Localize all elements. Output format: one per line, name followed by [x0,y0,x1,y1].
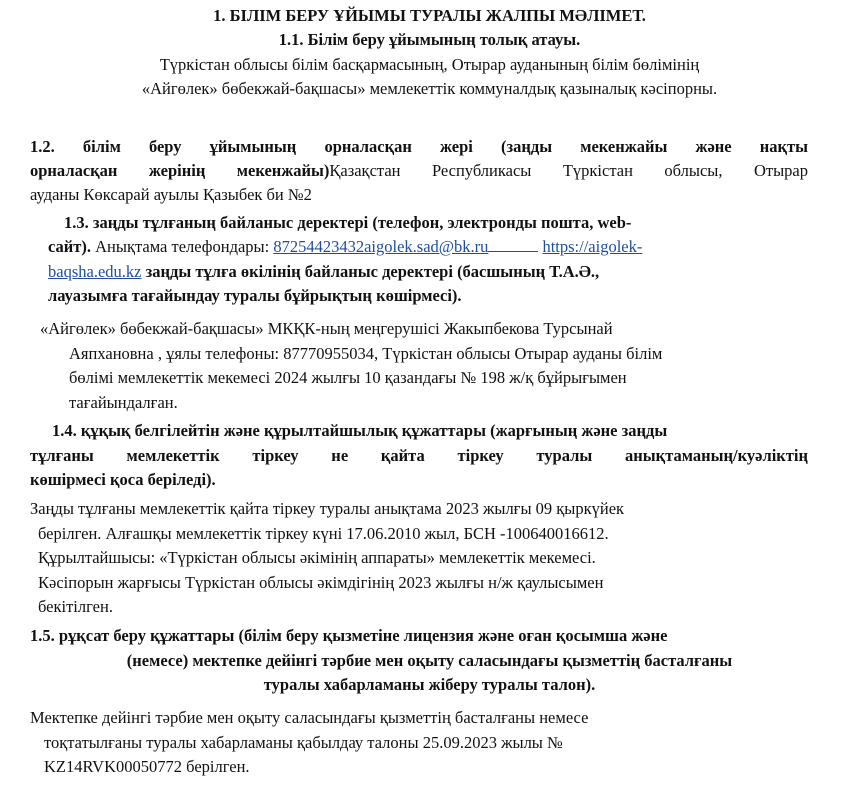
permits-text-line-3: KZ14RVK00050772 берілген. [44,757,250,776]
permits-heading-line-3: туралы хабарламаны жіберу туралы талон). [263,675,596,694]
organization-name-line-2: «Айгөлек» бөбекжай-бақшасы» мемлекеттік коммуналдық қазыналық кәсіпорны. [141,79,718,98]
link-underline-gap [488,237,538,252]
location-heading-line-2 [30,160,808,182]
location-heading-bold: орналасқан жерінің мекенжайы) [30,161,330,180]
contacts-rep-line-1 [48,261,599,283]
permits-text-line-2: тоқтатылғаны туралы хабарламаны қабылдау талоны 25.09.2023 жылы № [44,733,563,752]
head-info-line-4: тағайындалған. [69,393,178,412]
founding-docs-text-line-1: Заңды тұлғаны мемлекеттік қайта тіркеу туралы анықтама 2023 жылғы 09 қыркүйек [30,499,625,518]
contacts-phone-label: Анықтама телефондары: [91,237,274,256]
phone-email-link[interactable]: 87254423432aigolek.sad@bk.ru [273,237,489,256]
head-info-line-3: бөлімі мемлекеттік мекемесі 2024 жылғы 10 қазандағы № 198 ж/қ бұйрығымен [69,368,627,387]
founding-docs-heading-line-3: көшірмесі қоса беріледі). [30,470,216,489]
rep-heading-start: заңды тұлға өкілінің байланыс деректері (басшының Т.А.Ә., [141,262,600,281]
permits-heading-line-1: 1.5. рұқсат беру құжаттары (білім беру қызметіне лицензия және оған қосымша және [30,626,668,645]
founding-docs-text-line-4: Кәсіпорын жарғысы Түркістан облысы әкімдігінің 2023 жылғы н/ж қаулысымен [38,573,604,592]
section-subtitle-full-name: 1.1. Білім беру ұйымының толық атауы. [278,30,581,49]
rep-heading-line-2: лауазымға тағайындау туралы бұйрықтың көшірмесі). [48,286,462,305]
founding-docs-heading-line-1: 1.4. құқық белгілейтін және құрылтайшылық құжаттары (жарғының және заңды [52,421,668,440]
organization-name-line-1: Түркістан облысы білім басқармасының, Отырар ауданының білім бөлімінің [159,55,700,74]
section-title: 1. БІЛІМ БЕРУ ҰЙЫМЫ ТУРАЛЫ ЖАЛПЫ МӘЛІМЕТ. [213,6,646,25]
head-info-line-2: Аяпхановна , ұялы телефоны: 87770955034, Түркістан облысы Отырар ауданы білім [69,344,663,363]
location-address-line: ауданы Көксарай ауылы Қазыбек би №2 [30,185,312,204]
head-info-line-1: «Айгөлек» бөбекжай-бақшасы» МКҚК-ның меңгерушісі Жакыпбекова Турсынай [40,319,613,338]
permits-heading-line-2: (немесе) мектепке дейінгі тәрбие мен оқыту саласындағы қызметтің басталғаны [126,651,733,670]
contacts-heading-line-2 [48,236,642,258]
contacts-heading-bold: сайт). [48,237,92,256]
location-heading-line-1: 1.2. білім беру ұйымының орналасқан жері (заңды мекенжайы және нақты [30,137,808,156]
website-link-part-1[interactable]: https://aigolek- [542,237,643,256]
permits-text-line-1: Мектепке дейінгі тәрбие мен оқыту саласындағы қызметтің басталғаны немесе [30,708,589,727]
founding-docs-text-line-2: берілген. Алғашқы мемлекеттік тіркеу күні 17.06.2010 жыл, БСН -100640016612. [38,524,609,543]
website-link-part-2[interactable]: baqsha.edu.kz [48,262,142,281]
founding-docs-text-line-3: Құрылтайшысы: «Түркістан облысы әкімінің аппараты» мемлекеттік мекемесі. [38,548,596,567]
founding-docs-text-line-5: бекітілген. [38,597,113,616]
founding-docs-heading-line-2: тұлғаны мемлекеттік тіркеу не қайта тіркеу туралы анықтаманың/куәліктің [30,446,808,465]
location-address-start: Қазақстан Республикасы Түркістан облысы, Отырар [329,161,808,180]
contacts-heading-line-1: 1.3. заңды тұлғаның байланыс деректері (телефон, электронды пошта, web- [64,213,632,232]
